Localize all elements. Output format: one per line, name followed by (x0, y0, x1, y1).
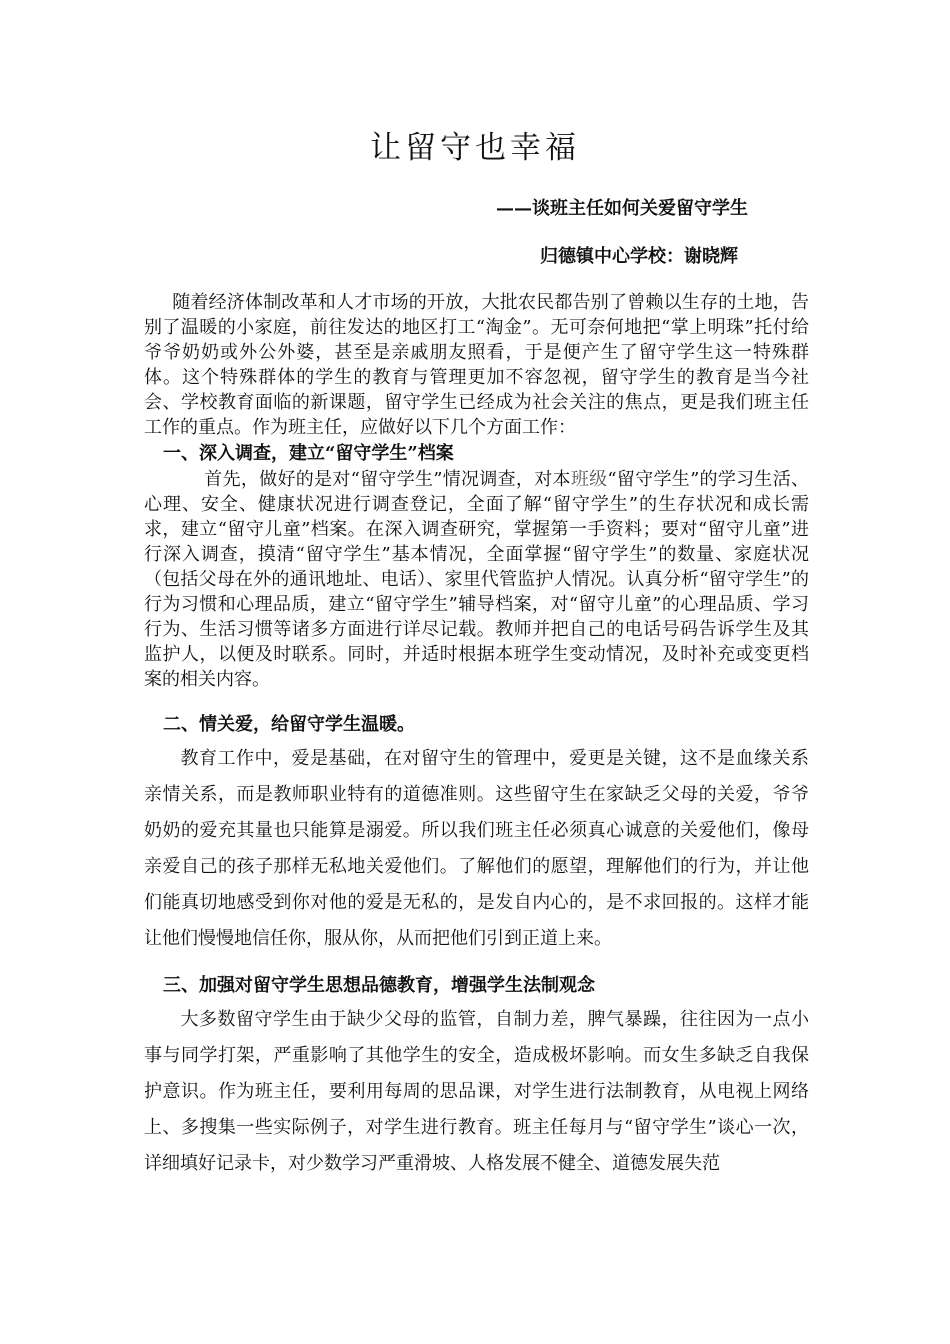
section-3-heading: 三、加强对留守学生思想品德教育，增强学生法制观念 (163, 975, 595, 996)
document-title: 让留守也幸福 (370, 130, 580, 166)
section-1-heading: 一、深入调查，建立“留守学生”档案 (163, 443, 454, 464)
section-1-text-a: 首先，做好的是对“留守学生”情况调查，对本 (204, 469, 571, 490)
intro-text: 随着经济体制改革和人才市场的开放，大批农民都告别了曾赖以生存的土地，告别了温暖的小家庭，前往发达的地区打工“淘金”。无可奈何地把“掌上明珠”托付给爷爷奶奶或外公外婆，甚至是亲戚朋友照看，于是便产生了留守学生这一特殊群体。这个特殊群体的学生的教育与管理更加不容忽视，留守学生的教育是当今社会、学校教育面临的新课题，留守学生已经成为社会关注的焦点，更是我们班主任工作的重点。作为班主任，应做好以下几个方面工作： (144, 292, 809, 438)
section-3-paragraph (144, 1002, 809, 1182)
section-2-text: 教育工作中，爱是基础，在对留守生的管理中，爱更是关键，这不是血缘关系亲情关系，而是教师职业特有的道德准则。这些留守生在家缺乏父母的关爱，爷爷奶奶的爱充其量也只能算是溺爱。所以我们班主任必须真心诚意的关爱他们，像母亲爱自己的孩子那样无私地关爱他们。了解他们的愿望，理解他们的行为，并让他们能真切地感受到你对他的爱是无私的，是发自内心的，是不求回报的。这样才能让他们慢慢地信任你，服从你，从而把他们引到正道上来。 (144, 748, 809, 949)
document-author: 归德镇中心学校：谢晓辉 (540, 246, 738, 267)
section-2-heading: 二、情关爱，给留守学生温暖。 (163, 714, 415, 735)
section-3-text: 大多数留守学生由于缺少父母的监管，自制力差，脾气暴躁，往往因为一点小事与同学打架，严重影响了其他学生的安全，造成极坏影响。而女生多缺乏自我保护意识。作为班主任，要利用每周的思品课，对学生进行法制教育，从电视上网络上、多搜集一些实际例子，对学生进行教育。班主任每月与“留守学生”谈心一次，详细填好记录卡，对少数学习严重滑坡、人格发展不健全、道德发展失范 (144, 1009, 809, 1174)
document-subtitle: ——谈班主任如何关爱留守学生 (496, 198, 748, 219)
section-2-paragraph (144, 741, 809, 957)
section-1-text-b: “留守学生”的学习生活、心理、安全、健康状况进行调查登记，全面了解“留守学生”的生存状况和成长需求，建立“留守儿童”档案。在深入调查研究，掌握第一手资料；要对“留守儿童”进行深入调查，摸清“留守学生”基本情况，全面掌握“留守学生”的数量、家庭状况（包括父母在外的通讯地址、电话）、家里代管监护人情况。认真分析“留守学生”的行为习惯和心理品质，建立“留守学生”辅导档案，对“留守儿童”的心理品质、学习行为、生活习惯等诸多方面进行详尽记载。教师并把自己的电话号码告诉学生及其监护人，以便及时联系。同时，并适时根据本班学生变动情况，及时补充或变更档案的相关内容。 (144, 469, 810, 690)
section-1-text-mark: 班级 (570, 469, 608, 490)
section-1-paragraph (144, 467, 809, 692)
intro-paragraph (144, 290, 809, 440)
